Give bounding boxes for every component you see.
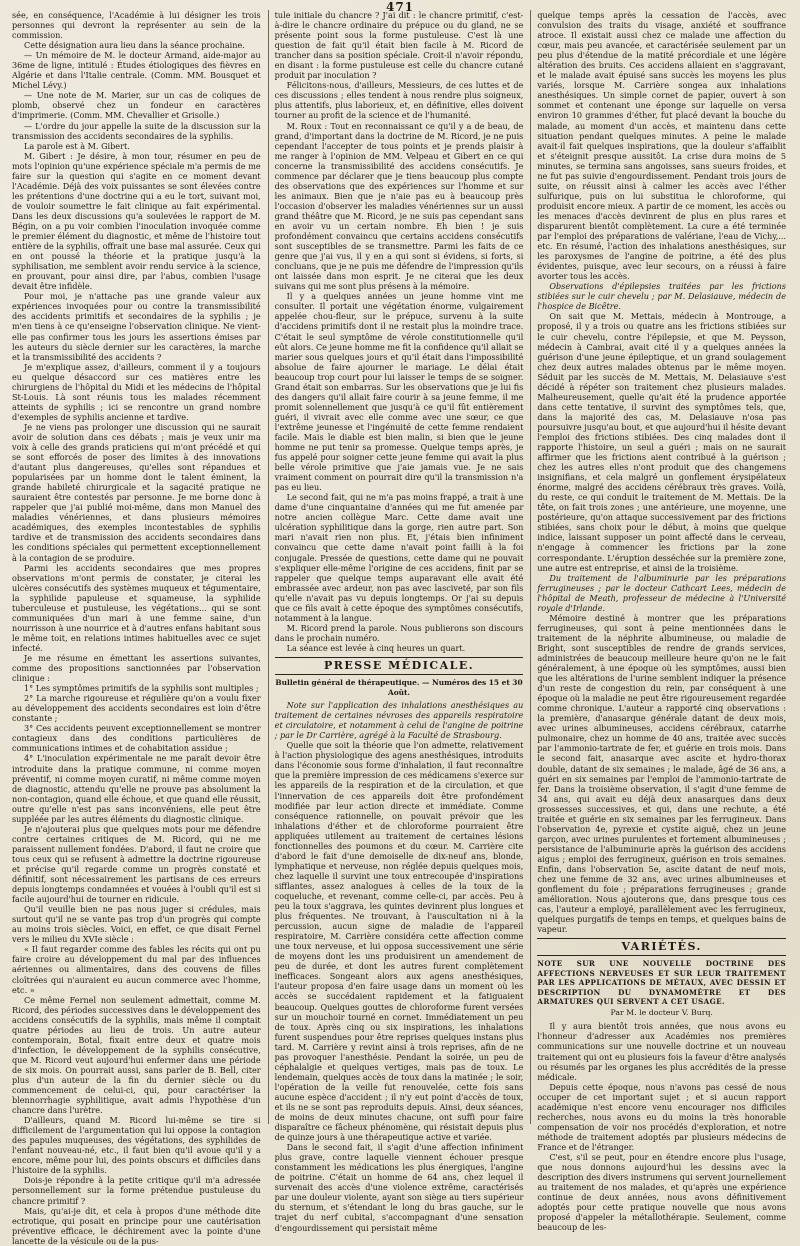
paragraph: Ce même Fernel non seulement admettait, comme M. Ricord, des périodes successives dans le développement des accidens consécutifs de la syphilis, mais même il comptait quatre périodes au lieu de trois. Un autre auteur contemporain, Botal, fixait entre deux et quatre mois d'infection, le développement de la syphilis consécutive, que M. Ricord veut aujourd'hui enfermer dans une période de six mois. On pourrait aussi, sans parler de B. Bell, citer plus d'un auteur de la fin du dernier siècle ou du commencement de celui-ci, qui, pour caractériser la blennorrhagie syphilitique, avait admis l'hypothèse d'un chancre dans l'urètre. (12, 994, 261, 1116)
paragraph: Le second fait, qui ne m'a pas moins frappé, a trait à une dame d'une cinquantaine d'années qui me fut amenée par notre ancien collègue Marc. Cette dame avait une ulcération syphilitique dans la gorge, rien autre part. Son mari n'avait rien non plus. Et, j'étais bien infiniment convaincu que cette dame n'avait point failli à la foi conjugale. Pressée de questions, cette dame qui ne pouvait s'expliquer elle-même l'origine de ces accidens, finit par se rappeler que quelque temps auparavant elle avait été embrassée avec ardeur, non pas avec lasciveté, par son fils qu'elle n'avait pas vu depuis longtemps. Or j'ai su depuis que ce fils avait à cette époque des symptômes consécutifs, notamment à la langue. (274, 492, 524, 623)
paragraph: Depuis cette époque, nous n'avons pas cessé de nous occuper de cet important sujet ; et si aucun rapport académique n'est encore venu encourager nos difficiles recherches, nous avons eu du moins la très honorable compensation de voir nos procédés d'exploration, et notre méthode de traitement adoptés par plusieurs médecins de France et de l'étranger. (537, 1081, 787, 1152)
paragraph: — L'ordre du jour appelle la suite de la discussion sur la transmission des accidents secondaires de la syphilis. (12, 120, 261, 141)
paragraph: Il y aura bientôt trois années, que nous avons eu l'honneur d'adresser aux Académies nos premières communications sur une nouvelle doctrine et un nouveau traitement qui ont eu plusieurs fois la faveur d'être analysés ou résumés par les organes les plus accrédités de la presse médicale. (537, 1021, 787, 1082)
paragraph: La parole est à M. Gibert. (24, 140, 130, 151)
paragraph: quelque temps après la cessation de l'accès, avec convulsion des traits du visage, anxiété et souffrance atroce. Il existait aussi chez ce malade une affection du cœur, mais peu avancée, et caractérisée seulement par un peu plus d'étendue de la matité précordiale et une légère altération des bruits. Ces accidens allaient en s'aggravant, et le malade avait épuisé sans succès les moyens les plus variés, lorsque M. Carrière songea aux inhalations anesthésiques. Un simple cornet de papier, ouvert à son sommet et contenant une éponge sur laquelle on versa environ 10 grammes d'éther, fut placé devant la bouche du malade, au moment d'un accès, et maintenu dans cette situation pendant quelques minutes. A peine le malade avait-il fait quelques inspirations, que la douleur s'affaiblit et s'éteignit presque aussitôt. La crise dura moins de 5 minutes, se termina sans angoisses, sans sueurs froides, et ne fut pas suivie d'engourdissement. Pendant trois jours de suite, on réussit ainsi à calmer les accès avec l'éther sulfurique, puis on lui substitua le chloroforme, qui produisit encore mieux. A partir de ce moment, les accès ou les menaces d'accès devinrent de plus en plus rares et disparurent bientôt complètement. La cure a été terminée par l'emploi des préparations de valériane, l'eau de Vichy,... etc. En résumé, l'action des inhalations anesthésiques, sur les paroxysmes de l'angine de poitrine, a été des plus évidentes, puisque, avec leur secours, on a réussi à faire avorter tous les accès. (537, 10, 787, 282)
paragraph: Dans le second fait, il s'agit d'une affection infiniment plus grave, contre laquelle viennent échouer presque constamment les médications les plus énergiques, l'angine de poitrine. C'était un homme de 64 ans, chez lequel il survenait des accès d'une violence extrême, caractérisés par une douleur violente, ayant son siège au tiers supérieur du sternum, et s'étendant le long du bras gauche, sur le trajet du nerf cubital, s'accompagnant d'une sensation d'engourdissement qui persistait même (274, 1142, 524, 1233)
paragraph: Dois-je répondre à la petite critique qu'il m'a adressée personnellement sur la forme prétendue pustuleuse du chancre primitif ? (12, 1175, 261, 1206)
article-heading: Note sur l'application des inhalations anesthésiques au traitement de certaines névroses des appareils respiratoire et circulatoire, et notamment à celui de l'angine de poitrine ; par le Dr Carrière, agrégé à la Faculté de Strasbourg. (274, 700, 524, 741)
columns (12, 10, 787, 1246)
paragraph: 2° La marche rigoureuse et régulière qu'on a voulu fixer au développement des accidents secondaires est loin d'être constante ; (12, 693, 261, 724)
page-number: 471 (385, 0, 415, 14)
paragraph: Il y a quelques années un jeune homme vint me consulter. Il portait une végétation énorme, vulgairement appelée chou-fleur, sur le prépuce, survenu à la suite d'accidens primitifs dont il ne restait plus la moindre trace. C'était le seul symptôme de vérole constitutionnelle qu'il eût alors. Ce jeune homme me fit la confidence qu'il allait se marier sous quelques jours et qu'il était dans l'impossibilité absolue de faire ajourner le mariage. Le délai était beaucoup trop court pour lui laisser le temps de se soigner. Grand était son embarras. Sur les observations que je lui fis des dangers qu'il allait faire courir à sa jeune femme, il me promit solennellement que jusqu'à ce qu'il fût entièrement guéri, il vivrait avec elle comme avec une sœur, ce que l'extrême jeunesse et l'ingénuité de cette femme rendaient facile. Mais le diable est bien malin, si bien que le jeune homme ne put tenir sa promesse. Quelque temps après, je fus appelé pour soigner cette jeune femme qui avait la plus belle vérole primitive que j'aie jamais vue. Je ne sais vraiment comment on pourrait dire qu'il la transmission n'a pas eu lieu. (274, 291, 524, 493)
paragraph: M. Roux : Tout en reconnaissant ce qu'il y a de beau, de grand, d'important dans la doctrine de M. Ricord, je ne puis cependant l'accepter de tous points et je prends plaisir à me ranger à l'opinion de MM. Velpeau et Gibert en ce qui concerne la transmissibilité des accidens consécutifs. Je commence par déclarer que je tiens beaucoup plus compte des observations que des expériences sur l'homme et sur les animaux. Bien que je n'aie pas eu à beaucoup près l'occasion d'observer les maladies vénériennes sur un aussi grand théâtre que M. Ricord, je ne suis pas cependant sans en avoir vu un certain nombre. Eh bien ! je suis profondément convaincu que certains accidens consécutifs sont susceptibles de se transmettre. Parmi les faits de ce genre que j'ai vus, il y en a qui sont si évidens, si forts, si concluans, que je ne puis me défendre de l'impression qu'ils ont laissée dans mon esprit. Je ne citerai que les deux suivans qui me sont plus présens à la mémoire. (274, 120, 524, 292)
paragraph: M. Ricord prend la parole. Nous publierons son discours dans le prochain numéro. (274, 622, 524, 643)
paragraph: Parmi les accidents secondaires que mes propres observations m'ont permis de constater, je citerai les ulcères consécutifs des systèmes muqueux et tégumentaire, la syphilide papuleuse et squameuse, la syphilide tuberculeuse et pustuleuse, les végétations... qui se sont communiquées d'un mari à une femme saine, d'un nourrisson à une nourrice et à d'autres enfans habitant sous le même toit, en relations intimes habituelles avec ce sujet infecté. (12, 562, 261, 653)
section-rule (537, 955, 786, 956)
paragraph: — Un mémoire de M. le docteur Armand, aide-major au 36me de ligne, intitulé : Études étiologiques des fièvres en Algérie et dans l'Italie centrale. (Comm. MM. Bousquet et Michel Lévy.) (12, 50, 261, 91)
varietes-title: VARIÉTÉS. (621, 940, 702, 954)
paragraph: — Une note de M. Marier, sur un cas de coliques de plomb, observé chez un fondeur en caractères d'imprimerie. (Comm. MM. Chevallier et Grisolle.) (12, 90, 261, 121)
paragraph: D'ailleurs, quand M. Ricord lui-même se tire si difficilement de l'argumentation qui lui oppose la contagion des papules muqueuses, des végétations, des syphilides de l'enfant nouveau-né, etc., il faut bien qu'il avoue qu'il y a encore, même pour lui, des points obscurs et difficiles dans l'histoire de la syphilis. (12, 1115, 261, 1176)
column-left (12, 10, 261, 1246)
paragraph: tule initiale du chancre ? J'ai dit : le chancre primitif, c'est-à-dire le chancre ordinaire du prépuce ou du gland, ne se présente point sous la forme pustuleuse. C'est là une question de fait qu'il était bien facile à M. Ricord de trancher dans sa position spéciale. Croit-il n'avoir répondu, en disant : la forme pustuleuse est celle du chancre cutané produit par inoculation ? (274, 10, 524, 81)
paragraph: Pour moi, je n'attache pas une grande valeur aux expériences invoquées pour ou contre la transmissibilité des accidents primitifs et secondaires de la syphilis ; je m'en tiens à ce qu'enseigne l'observation clinique. Ne vient-elle pas confirmer tous les jours les assertions émises par les auteurs du siècle dernier sur les caractères, la marche et la transmissibilité des accidents ? (12, 291, 261, 362)
paragraph: « Il faut regarder comme des fables les récits qui ont pu faire croire au développement du mal par des influences aériennes ou alimentaires, dans des couvens de filles cloîtrées qui n'auraient eu aucun commerce avec l'homme, etc. » (12, 944, 261, 995)
presse-medicale-title: PRESSE MÉDICALE. (323, 659, 475, 672)
paragraph: Je n'ajouterai plus que quelques mots pour me défendre contre certaines critiques de M. Ricord, qui ne me paraissent nullement fondées. D'abord, il faut ne croire que tous ceux qui se refusent à admettre la doctrine rigoureuse et précise qu'il regarde comme un progrès constaté et définitif, sont nécessairement les partisans de ces erreurs depuis longtemps condamnées et vouées à l'oubli qu'il est si facile aujourd'hui de tourner en ridicule. (12, 823, 261, 905)
paragraph: Mais, qu'ai-je dit, et cela à propos d'une méthode dite ectrotique, qui posait en principe pour une cautérisation préventive efficace, le déchirement avec la pointe d'une lancette de la vésicule ou de la pus- (12, 1205, 261, 1246)
paragraph: Je me résume en émettant les assertions suivantes, comme des propositions sanctionnées par l'observation clinique : (12, 653, 261, 684)
paragraph: Mémoire destiné à montrer que les préparations ferrugineuses, qui sont à peine mentionnées dans le traitement de la néphrite albumineuse, ou maladie de Bright, sont susceptibles de rendre de grands services, administrées de beaucoup meilleure heure qu'on ne le fait généralement, à une époque où les symptômes, aussi bien que les altérations de l'urine semblent indiquer la présence d'un reste de congestion du rein, par conséquent à une époque où la maladie ne peut être rigoureusement regardée comme chronique. L'auteur a rapporté cinq observations : la première, d'anasarque générale datant de deux mois, avec urines albumineuses, accidens cérébraux, catarrhe pulmonaire, chez un homme de 40 ans, traitée avec succès par l'ammonio-tartrate de fer, et guérie en trois mois. Dans le second fait, anasarque avec ascite et hydro-thorax double, datant de six semaines ; le malade, âgé de 36 ans, a guéri en six semaines par l'emploi de l'ammonio-tartrate de fer. Dans la troisième observation, il s'agit d'une femme de 34 ans, qui avait eu déjà deux anasarques dans deux grossesses successives, et qui, dans une rechute, a été traitée et guérie en six semaines par les ferrugineux. Dans l'observation 4e, pyrexie et cystite aiguë, chez un jeune garçon, avec urines purulentes et fortement albumineuses ; persistance de l'albuminurie après la guérison des accidens aigus ; emploi des ferrugineux, guérison en trois semaines. Enfin, dans l'observation 5e, ascite datant de neuf mois, chez une femme de 32 ans, avec urines albumineuses et gonflement du foie ; préparations ferrugineuses ; grande amélioration. Nous ajouterons que, dans presque tous ces cas, l'auteur a employé, parallèlement avec les ferrugineux, quelques purgatifs de temps en temps, et quelques bains de vapeur. (537, 612, 787, 935)
paragraph: On sait que M. Mettais, médecin à Montrouge, a proposé, il y a trois ou quatre ans les frictions stibiées sur le cuir chevelu, contre l'épilepsie, et que M. Peysson, médecin à Cambrai, avait cité il y a quelques années la guérison d'une jeune épileptique, et un grand soulagement chez deux autres malades obtenus par le même moyen. Séduit par les succès de M. Mettais, M. Delasiauve s'est décidé à répéter son traitement chez plusieurs malades. Malheureusement, quelle qu'ait été la prudence apportée dans cette tentative, il survint des symptômes tels, que, dans la majorité des cas, M. Delasiauve n'osa pas poursuivre jusqu'au bout, et que aujourd'hui il hésite devant l'emploi des frictions stibiées. Des cinq malades dont il rapporte l'histoire, un seul a guéri ; mais on ne saurait affirmer que les frictions aient contribué à la guérison ; chez les autres elles n'ont produit que des changemens insignifians, et cela malgré un gonflement érysipélateux énorme, malgré des accidens cérébraux très graves. Voilà, du reste, ce qui conduit le traitement de M. Mettais. De la tête, on fait trois zones ; une antérieure, une moyenne, une postérieure, qu'on attaque successivement par des frictions stibiées, sans choix pour le début, à moins que quelque indice, laissant supposer un point affecté dans le cerveau, n'engage à commencer les frictions par la zone correspondante. L'éruption desséchée sur la première zone, une autre est entreprise, et ainsi de la troisième. (537, 311, 787, 573)
paragraph: Quelle que soit la théorie que l'on admette, relativement à l'action physiologique des agens anesthésiques, introduits dans l'économie sous forme d'inhalation, il faut reconnaître que la première impression de ces médicamens s'exerce sur les appareils de la respiration et de la circulation, et que l'innervation de ces appareils doit être profondément modifiée par leur action directe et immédiate. Comme conséquence rationnelle, on pouvait prévoir que les inhalations d'éther et de chloroforme pourraient être appliquées utilement au traitement de certaines lésions fonctionnelles des poumons et du cœur. M. Carrière cite d'abord le fait d'une demoiselle de dix-neuf ans, blonde, lymphatique et nerveuse, non réglée depuis quelques mois, chez laquelle il survint une toux entrecoupée d'inspirations sifflantes, assez analogues à celles de la toux de la coqueluche, et revenant, comme celle-ci, par accès. Peu à peu la toux s'aggrava, les quintes devinrent plus longues et plus fréquentes. Ne trouvant, à l'auscultation ni à la percussion, aucun signe de maladie de l'appareil respiratoire, M. Carrière considéra cette affection comme une toux nerveuse, et lui opposa successivement une série de moyens dont les uns produisirent un amendement de peu de durée, et dont les autres furent complètement inefficaces. Songeant alors aux agens anesthésiques, l'auteur proposa d'en faire usage dans un moment où les accès se succédaient rapidement et la fatiguaient beaucoup. Quelques gouttes de chloroforme furent versées sur un mouchoir tourné en cornet. Immédiatement un peu de toux. Après cinq ou six inspirations, les inhalations furent suspendues pour être reprises quelques instans plus tard. M. Carrière y revint ainsi à trois reprises, afin de ne pas provoquer l'anesthésie. Pendant la soirée, un peu de céphalalgie et quelques vertiges, mais pas de toux. Le lendemain, quelques accès de toux dans la matinée ; le soir, l'opération de la veille fut renouvelée, cette fois sans aucune espèce d'accident ; il n'y eut point d'accès de toux, et ils ne se sont pas reproduits depuis. Ainsi, deux séances, de moins de deux minutes chacune, ont suffi pour faire disparaître ce fâcheux phénomène, qui résistait depuis plus de quinze jours à une thérapeutique active et variée. (274, 740, 524, 1143)
paragraph: 4° L'inoculation expérimentale ne me paraît devoir être introduite dans la pratique commune, ni comme moyen préventif, ni comme moyen curatif, ni même comme moyen de diagnostic, attendu qu'elle ne prouve pas absolument la non-contagion, quand elle échoue, et que quand elle réussit, outre qu'elle n'est pas sans inconvéniens, elle peut être suppléée par les autres éléments du diagnostic clinique. (12, 753, 261, 824)
column-right (530, 10, 787, 1233)
paragraph: Je ne viens pas prolonger une discussion qui ne saurait avoir de solution dans ces débats ; mais je veux unir ma voix à celle des grands praticiens qui m'ont précédé et qui se sont efforcés de poser des limites à des innovations d'autant plus dangereuses, qu'elles sont répandues et popularisées par un homme dont le talent éminent, la grande habileté chirurgicale et la sagacité pratique ne sauraient être contestés par personne. Je me borne donc à rappeler que j'ai publié moi-même, dans mon Manuel des maladies vénériennes, et dans plusieurs mémoires académiques, des exemples incontestables de syphilis tardive et de transmission des accidents secondaires dans les conditions spéciales qui permettent exceptionnellement à la contagion de se produire. (12, 421, 261, 563)
article-title: NOTE SUR UNE NOUVELLE DOCTRINE DES AFFECTIONS NERVEUSES ET SUR LEUR TRAITEMENT PAR LES APPLICATIONS DE MÉTAUX, AVEC DESSIN ET DESCRIPTION DU DYNAMOMÈTRE ET DES ARMATURES QUI SERVENT A CET USAGE. (537, 959, 787, 1006)
bulletin-heading: Bulletin général de thérapeutique. — Numéros des 15 et 30 Août. (275, 678, 523, 698)
section-rule (275, 657, 524, 658)
section-rule (275, 674, 524, 675)
paragraph: Félicitons-nous, d'ailleurs, Messieurs, de ces luttes et de ces discussions ; elles tendent à nous rendre plus soigneux, plus attentifs, plus laborieux, et, en définitive, elles doivent tourner au profit de la science et de l'humanité. (274, 80, 524, 121)
byline: Par M. le docteur V. Burq. (610, 1008, 713, 1018)
article-heading: Observations d'épilepsies traitées par les frictions stibiées sur le cuir chevelu ; par M. Delasiauve, médecin de l'hospice de Bicêtre. (537, 281, 787, 312)
paragraph: Qu'il veuille bien ne pas nous juger si crédules, mais surtout qu'il ne se vante pas trop d'un progrès qui compte au moins trois siècles. Voici, en effet, ce que disait Fernel vers le milieu du XVIe siècle : (12, 904, 261, 945)
paragraph: Cette désignation aura lieu dans la séance prochaine. (24, 40, 245, 51)
paragraph: Je m'explique assez, d'ailleurs, comment il y a toujours eu quelque désaccord sur ces matières entre les chirurgiens de l'hôpital du Midi et les médecins de l'hôpital St-Louis. Là sont réunis tous les malades récemment atteints de syphilis ; ici se rencontre un grand nombre d'exemples de syphilis ancienne et tardive. (12, 361, 261, 422)
paragraph: M. Gibert : Je désire, à mon tour, résumer en peu de mots l'opinion qu'une expérience spéciale m'a permis de me faire sur la question qui s'agite en ce moment devant l'Académie. Déjà des voix puissantes se sont élevées contre les prétentions d'une doctrine qui a eu le tort, suivant moi, de vouloir soumettre le fait clinique au fait expérimental. Dans les deux discussions qu'a soulevées le rapport de M. Bégin, on a pu voir combien l'inoculation invoquée comme le premier élément du diagnostic, et même de l'histoire tout entière de la syphilis, offrait une base mal assurée. Ceux qui en ont poussé la théorie et la pratique jusqu'à la syphilisation, me semblent avoir rendu service à la science, en prouvant, pour ainsi dire, par l'abus, combien l'usage devait être infidèle. (12, 150, 261, 292)
paragraph: La séance est levée à cinq heures un quart. (286, 642, 466, 653)
paragraph: C'est, s'il se peut, pour en étendre encore plus l'usage, que nous donnons aujourd'hui les dessins avec la description des divers instrumens qui servent journellement au traitement de nos malades, et qu'après une expérience continue de deux années, nous avons définitivement adoptés pour cette pratique nouvelle que nous avons proposé d'appeler la métallothérapie. Seulement, comme beaucoup de les- (537, 1152, 787, 1233)
paragraph: sée, en conséquence, l'Académie à lui désigner les trois personnes qui devront la représenter au sein de la commission. (12, 10, 261, 41)
paragraph: 3° Ces accidents peuvent exceptionnellement se montrer contagieux dans des conditions particulières de communications intimes et de cohabitation assidue ; (12, 723, 261, 754)
paragraph: 1° Les symptômes primitifs de la syphilis sont multiples ; (24, 683, 259, 694)
article-heading: Du traitement de l'albuminurie par les préparations ferrugineuses ; par le docteur Cathcart Lees, médecin de l'hôpital de Meath, professeur de médecine à l'Université royale d'Irlande. (537, 572, 787, 613)
column-middle (268, 10, 524, 1233)
